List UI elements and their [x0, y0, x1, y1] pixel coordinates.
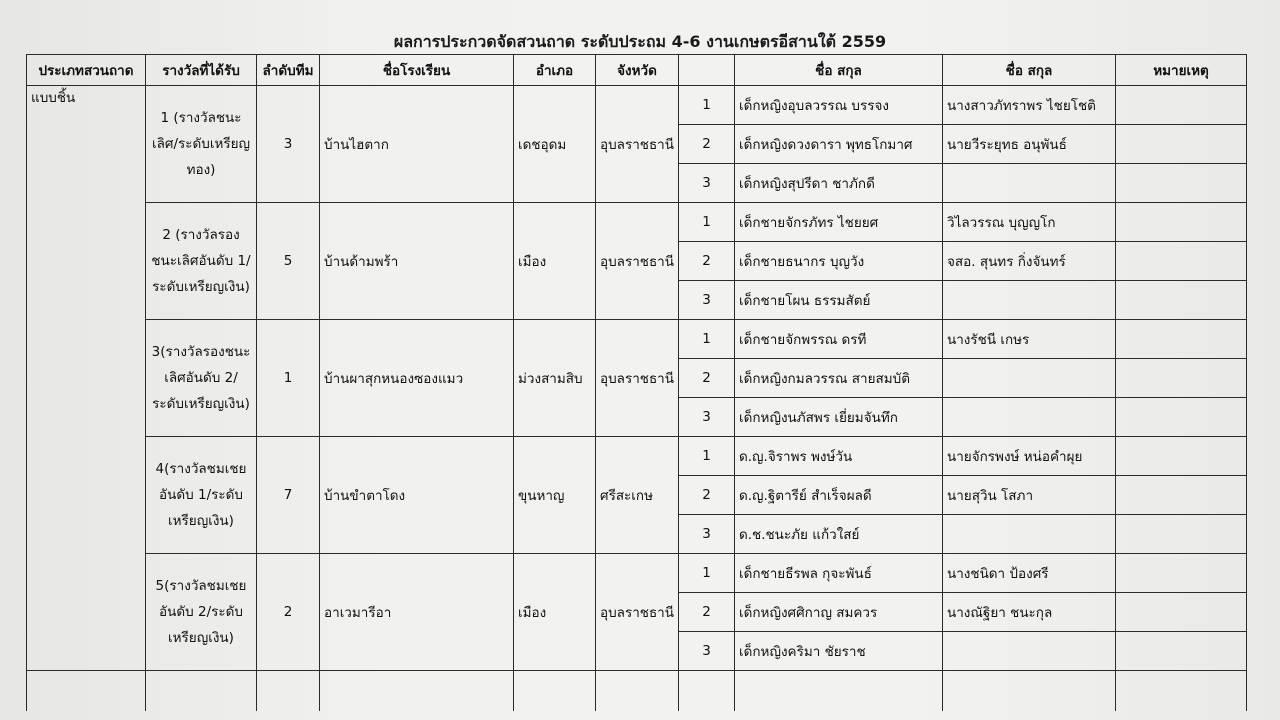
teacher-name: นางณัฐิยา ชนะกุล [943, 593, 1116, 632]
district-cell: ขุนหาญ [514, 437, 596, 554]
award-cell: 1 (รางวัลชนะเลิศ/ระดับเหรียญทอง) [146, 86, 257, 203]
note-cell [1116, 476, 1247, 515]
team-cell: 2 [257, 554, 320, 671]
type-cell: แบบชิ้น [27, 86, 146, 671]
member-no: 1 [679, 554, 735, 593]
note-cell [1116, 515, 1247, 554]
student-name: เด็กชายโผน ธรรมสัตย์ [735, 281, 943, 320]
school-cell: บ้านไฮตาก [320, 86, 514, 203]
note-cell [1116, 125, 1247, 164]
district-cell: เดชอุดม [514, 86, 596, 203]
header-no [679, 55, 735, 86]
province-cell: อุบลราชธานี [596, 554, 679, 671]
teacher-name: นางรัชนี เกษร [943, 320, 1116, 359]
table-row [27, 437, 1247, 476]
student-name: ด.ช.ชนะภัย แก้วใสย์ [735, 515, 943, 554]
teacher-name: นายจักรพงษ์ หน่อคำผุย [943, 437, 1116, 476]
note-cell [1116, 437, 1247, 476]
member-no: 2 [679, 593, 735, 632]
note-cell [1116, 359, 1247, 398]
table-row [27, 320, 1247, 359]
teacher-name [943, 164, 1116, 203]
table-row [27, 203, 1247, 242]
teacher-name: นางชนิดา ป้องศรี [943, 554, 1116, 593]
province-cell: อุบลราชธานี [596, 203, 679, 320]
teacher-name: นางสาวภัทราพร ไชยโชติ [943, 86, 1116, 125]
header-district: อำเภอ [514, 55, 596, 86]
student-name: เด็กชายจักรภัทร ไชยยศ [735, 203, 943, 242]
student-name: เด็กหญิงดวงดารา พุทธโกมาศ [735, 125, 943, 164]
header-award: รางวัลที่ได้รับ [146, 55, 257, 86]
team-cell: 1 [257, 320, 320, 437]
note-cell [1116, 86, 1247, 125]
note-cell [1116, 203, 1247, 242]
student-name: เด็กชายธีรพล กุจะพันธ์ [735, 554, 943, 593]
empty-row [27, 671, 1247, 712]
member-no: 3 [679, 515, 735, 554]
member-no: 2 [679, 125, 735, 164]
member-no: 1 [679, 437, 735, 476]
results-table [26, 54, 1247, 711]
teacher-name: จสอ. สุนทร กิ่งจันทร์ [943, 242, 1116, 281]
header-row [27, 55, 1247, 86]
district-cell: เมือง [514, 554, 596, 671]
member-no: 1 [679, 86, 735, 125]
school-cell: บ้านผาสุกหนองซองแมว [320, 320, 514, 437]
note-cell [1116, 398, 1247, 437]
teacher-name [943, 359, 1116, 398]
header-team: ลำดับทีม [257, 55, 320, 86]
province-cell: ศรีสะเกษ [596, 437, 679, 554]
student-name: ด.ญ.ฐิตารีย์ สำเร็จผลดี [735, 476, 943, 515]
note-cell [1116, 554, 1247, 593]
teacher-name [943, 632, 1116, 671]
team-cell: 7 [257, 437, 320, 554]
document-title: ผลการประกวดจัดสวนถาด ระดับประถม 4-6 งานเกษตรอีสานใต้ 2559 [393, 32, 887, 51]
member-no: 3 [679, 281, 735, 320]
award-cell: 2 (รางวัลรองชนะเลิศอันดับ 1/ระดับเหรียญเงิน) [146, 203, 257, 320]
student-name: ด.ญ.จิราพร พงษ์วัน [735, 437, 943, 476]
province-cell: อุบลราชธานี [596, 86, 679, 203]
student-name: เด็กหญิงกมลวรรณ สายสมบัติ [735, 359, 943, 398]
teacher-name [943, 281, 1116, 320]
province-cell: อุบลราชธานี [596, 320, 679, 437]
header-type: ประเภทสวนถาด [27, 55, 146, 86]
school-cell: บ้านขำตาโดง [320, 437, 514, 554]
teacher-name: วิไลวรรณ บุญญโก [943, 203, 1116, 242]
team-cell: 5 [257, 203, 320, 320]
table-row [27, 86, 1247, 125]
student-name: เด็กหญิงอุบลวรรณ บรรจง [735, 86, 943, 125]
student-name: เด็กหญิงสุปรีดา ชาภักดี [735, 164, 943, 203]
header-student-name: ชื่อ สกุล [735, 55, 943, 86]
award-cell: 5(รางวัลชมเชยอันดับ 2/ระดับเหรียญเงิน) [146, 554, 257, 671]
member-no: 1 [679, 320, 735, 359]
member-no: 3 [679, 164, 735, 203]
member-no: 3 [679, 632, 735, 671]
student-name: เด็กชายจักพรรณ ดรที [735, 320, 943, 359]
member-no: 1 [679, 203, 735, 242]
member-no: 2 [679, 476, 735, 515]
award-cell: 4(รางวัลชมเชยอันดับ 1/ระดับเหรียญเงิน) [146, 437, 257, 554]
school-cell: อาเวมารีอา [320, 554, 514, 671]
district-cell: เมือง [514, 203, 596, 320]
table-row [27, 554, 1247, 593]
member-no: 2 [679, 359, 735, 398]
teacher-name: นายวีระยุทธ อนุพันธ์ [943, 125, 1116, 164]
header-note: หมายเหตุ [1116, 55, 1247, 86]
header-teacher-name: ชื่อ สกุล [943, 55, 1116, 86]
header-school: ชื่อโรงเรียน [320, 55, 514, 86]
student-name: เด็กหญิงนภัสพร เยี่ยมจันทึก [735, 398, 943, 437]
header-province: จังหวัด [596, 55, 679, 86]
team-cell: 3 [257, 86, 320, 203]
teacher-name [943, 515, 1116, 554]
note-cell [1116, 593, 1247, 632]
student-name: เด็กหญิงศศิกาญ สมควร [735, 593, 943, 632]
school-cell: บ้านด้ามพร้า [320, 203, 514, 320]
district-cell: ม่วงสามสิบ [514, 320, 596, 437]
note-cell [1116, 242, 1247, 281]
note-cell [1116, 164, 1247, 203]
teacher-name: นายสุวิน โสภา [943, 476, 1116, 515]
teacher-name [943, 398, 1116, 437]
student-name: เด็กหญิงคริมา ชัยราช [735, 632, 943, 671]
member-no: 3 [679, 398, 735, 437]
note-cell [1116, 632, 1247, 671]
award-cell: 3(รางวัลรองชนะเลิศอันดับ 2/ระดับเหรียญเงิน) [146, 320, 257, 437]
member-no: 2 [679, 242, 735, 281]
student-name: เด็กชายธนากร บุญวัง [735, 242, 943, 281]
note-cell [1116, 281, 1247, 320]
note-cell [1116, 320, 1247, 359]
